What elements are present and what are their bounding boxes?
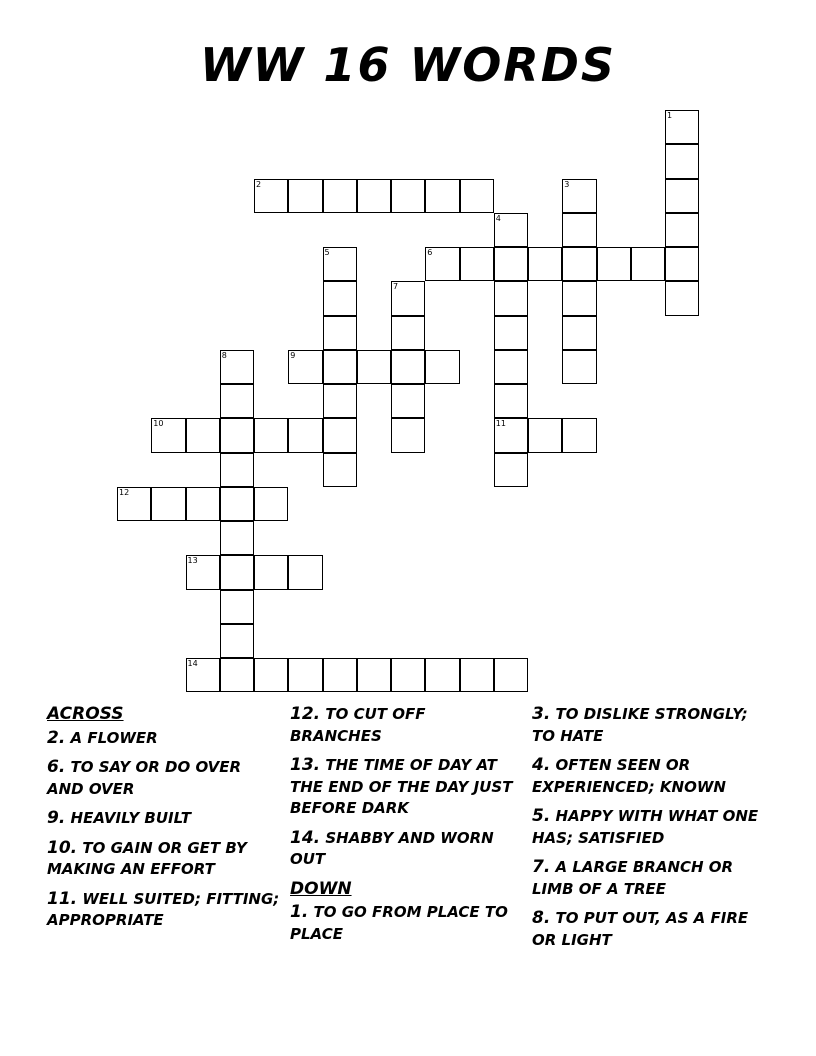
grid-cell[interactable] xyxy=(665,144,699,178)
grid-cell[interactable] xyxy=(494,658,528,692)
grid-cell[interactable] xyxy=(288,418,322,452)
clue-text: HAPPY WITH WHAT ONE HAS; SATISFIED xyxy=(532,807,759,847)
grid-cell[interactable] xyxy=(288,350,322,384)
clue-text: OFTEN SEEN OR EXPERIENCED; KNOWN xyxy=(532,756,726,796)
grid-cell[interactable] xyxy=(494,213,528,247)
clue-text: TO DISLIKE STRONGLY; TO HATE xyxy=(532,705,748,745)
grid-cell[interactable] xyxy=(186,555,220,589)
across-clue xyxy=(47,728,282,750)
grid-cell[interactable] xyxy=(220,384,254,418)
grid-cell[interactable] xyxy=(357,658,391,692)
grid-cell[interactable] xyxy=(562,213,596,247)
grid-cell[interactable] xyxy=(254,487,288,521)
clue-text: TO GO FROM PLACE TO PLACE xyxy=(290,903,508,943)
grid-cell[interactable] xyxy=(323,658,357,692)
across-clue xyxy=(47,808,282,830)
clue-number: 9. xyxy=(47,808,66,828)
cell-number: 6 xyxy=(427,248,433,257)
grid-cell[interactable] xyxy=(323,281,357,315)
cell-number: 11 xyxy=(495,419,506,429)
grid-cell[interactable] xyxy=(254,418,288,452)
grid-cell[interactable] xyxy=(357,350,391,384)
grid-cell[interactable] xyxy=(391,418,425,452)
grid-cell[interactable] xyxy=(494,281,528,315)
grid-cell[interactable] xyxy=(254,658,288,692)
down-clue xyxy=(532,908,762,951)
clue-number: 11. xyxy=(47,888,78,909)
grid-cell[interactable] xyxy=(528,247,562,281)
cell-number: 12 xyxy=(119,487,130,497)
down-clue xyxy=(532,806,762,849)
grid-cell[interactable] xyxy=(494,453,528,487)
grid-cell[interactable] xyxy=(665,247,699,281)
clue-number: 1. xyxy=(290,902,309,922)
grid-cell[interactable] xyxy=(460,179,494,213)
cell-number: 7 xyxy=(393,282,399,292)
grid-cell[interactable] xyxy=(186,658,220,692)
grid-cell[interactable] xyxy=(323,384,357,418)
across-header: ACROSS xyxy=(47,704,124,724)
clue-number: 3. xyxy=(532,704,551,724)
clue-text: TO GAIN OR GET BY MAKING AN EFFORT xyxy=(47,838,247,878)
clue-column-1 xyxy=(47,704,282,940)
grid-cell[interactable] xyxy=(597,247,631,281)
grid-cell[interactable] xyxy=(220,658,254,692)
clue-number: 13. xyxy=(290,755,321,775)
grid-cell[interactable] xyxy=(254,555,288,589)
clue-number: 14. xyxy=(290,827,321,848)
grid-cell[interactable] xyxy=(220,350,254,384)
grid-cell[interactable] xyxy=(323,316,357,350)
across-clue xyxy=(290,755,520,820)
grid-cell[interactable] xyxy=(562,418,596,452)
across-clue xyxy=(290,704,520,747)
clue-column-2 xyxy=(290,704,520,953)
grid-cell[interactable] xyxy=(425,658,459,692)
clue-text: THE TIME OF DAY AT THE END OF THE DAY JUST BEFORE DARK xyxy=(290,756,513,817)
cell-number: 9 xyxy=(290,350,296,360)
grid-cell[interactable] xyxy=(631,247,665,281)
clue-number: 4. xyxy=(532,755,551,775)
cell-number: 4 xyxy=(495,213,501,223)
grid-cell[interactable] xyxy=(220,521,254,555)
grid-cell[interactable] xyxy=(323,247,357,281)
cell-number: 2 xyxy=(256,179,262,189)
grid-cell[interactable] xyxy=(186,418,220,452)
cell-number: 14 xyxy=(187,659,198,668)
down-clue xyxy=(290,902,520,945)
grid-cell[interactable] xyxy=(528,418,562,452)
grid-cell[interactable] xyxy=(220,590,254,624)
clue-text: A FLOWER xyxy=(70,728,158,747)
grid-cell[interactable] xyxy=(288,555,322,589)
grid-cell[interactable] xyxy=(562,316,596,350)
clue-text: TO PUT OUT, AS A FIRE OR LIGHT xyxy=(532,909,749,949)
clue-number: 5. xyxy=(532,806,551,826)
grid-cell[interactable] xyxy=(323,418,357,452)
grid-cell[interactable] xyxy=(323,350,357,384)
clue-number: 6. xyxy=(47,757,66,777)
grid-cell[interactable] xyxy=(323,453,357,487)
grid-cell[interactable] xyxy=(357,179,391,213)
grid-cell[interactable] xyxy=(494,316,528,350)
across-clue xyxy=(47,757,282,800)
grid-cell[interactable] xyxy=(460,247,494,281)
across-clue xyxy=(290,828,520,871)
across-clue xyxy=(47,889,282,932)
grid-cell[interactable] xyxy=(220,453,254,487)
grid-cell[interactable] xyxy=(151,418,185,452)
grid-cell[interactable] xyxy=(665,213,699,247)
down-clue xyxy=(532,857,762,900)
grid-cell[interactable] xyxy=(323,179,357,213)
grid-cell[interactable] xyxy=(425,247,459,281)
grid-cell[interactable] xyxy=(665,281,699,315)
grid-cell[interactable] xyxy=(425,350,459,384)
grid-cell[interactable] xyxy=(494,247,528,281)
grid-cell[interactable] xyxy=(562,179,596,213)
grid-cell[interactable] xyxy=(117,487,151,521)
cell-number: 3 xyxy=(564,179,570,189)
grid-cell[interactable] xyxy=(460,658,494,692)
clue-text: SHABBY AND WORN OUT xyxy=(290,828,494,868)
grid-cell[interactable] xyxy=(288,658,322,692)
grid-cell[interactable] xyxy=(254,179,288,213)
grid-cell[interactable] xyxy=(494,350,528,384)
grid-cell[interactable] xyxy=(562,247,596,281)
down-header: DOWN xyxy=(290,878,352,899)
clue-number: 8. xyxy=(532,908,551,928)
cell-number: 5 xyxy=(324,248,330,257)
clue-number: 7. xyxy=(532,857,551,877)
grid-cell[interactable] xyxy=(425,179,459,213)
clue-column-3 xyxy=(532,704,762,959)
across-clue xyxy=(47,838,282,881)
grid-cell[interactable] xyxy=(665,110,699,144)
cell-number: 10 xyxy=(153,419,164,429)
clue-number: 10. xyxy=(47,837,78,858)
down-clue xyxy=(532,704,762,747)
grid-cell[interactable] xyxy=(562,350,596,384)
grid-cell[interactable] xyxy=(391,384,425,418)
puzzle-title: WW 16 WORDS xyxy=(199,38,617,92)
grid-cell[interactable] xyxy=(220,418,254,452)
grid-cell[interactable] xyxy=(151,487,185,521)
down-clue xyxy=(532,755,762,798)
grid-cell[interactable] xyxy=(665,179,699,213)
grid-cell[interactable] xyxy=(391,179,425,213)
grid-cell[interactable] xyxy=(391,281,425,315)
grid-cell[interactable] xyxy=(391,350,425,384)
grid-cell[interactable] xyxy=(391,658,425,692)
grid-cell[interactable] xyxy=(562,281,596,315)
clue-text: A LARGE BRANCH OR LIMB OF A TREE xyxy=(532,858,734,898)
clue-text: WELL SUITED; FITTING; APPROPRIATE xyxy=(47,889,280,929)
cell-number: 8 xyxy=(221,350,227,360)
grid-cell[interactable] xyxy=(220,487,254,521)
grid-cell[interactable] xyxy=(220,624,254,658)
clue-text: HEAVILY BUILT xyxy=(70,809,191,827)
clue-text: TO SAY OR DO OVER AND OVER xyxy=(47,758,242,798)
clue-number: 12. xyxy=(290,704,321,724)
clue-number: 2. xyxy=(47,727,66,748)
clue-text: TO CUT OFF BRANCHES xyxy=(290,705,426,745)
cell-number: 13 xyxy=(187,556,198,566)
grid-cell[interactable] xyxy=(186,487,220,521)
grid-cell[interactable] xyxy=(391,316,425,350)
cell-number: 1 xyxy=(667,111,673,120)
grid-cell[interactable] xyxy=(288,179,322,213)
grid-cell[interactable] xyxy=(494,418,528,452)
grid-cell[interactable] xyxy=(220,555,254,589)
grid-cell[interactable] xyxy=(494,384,528,418)
